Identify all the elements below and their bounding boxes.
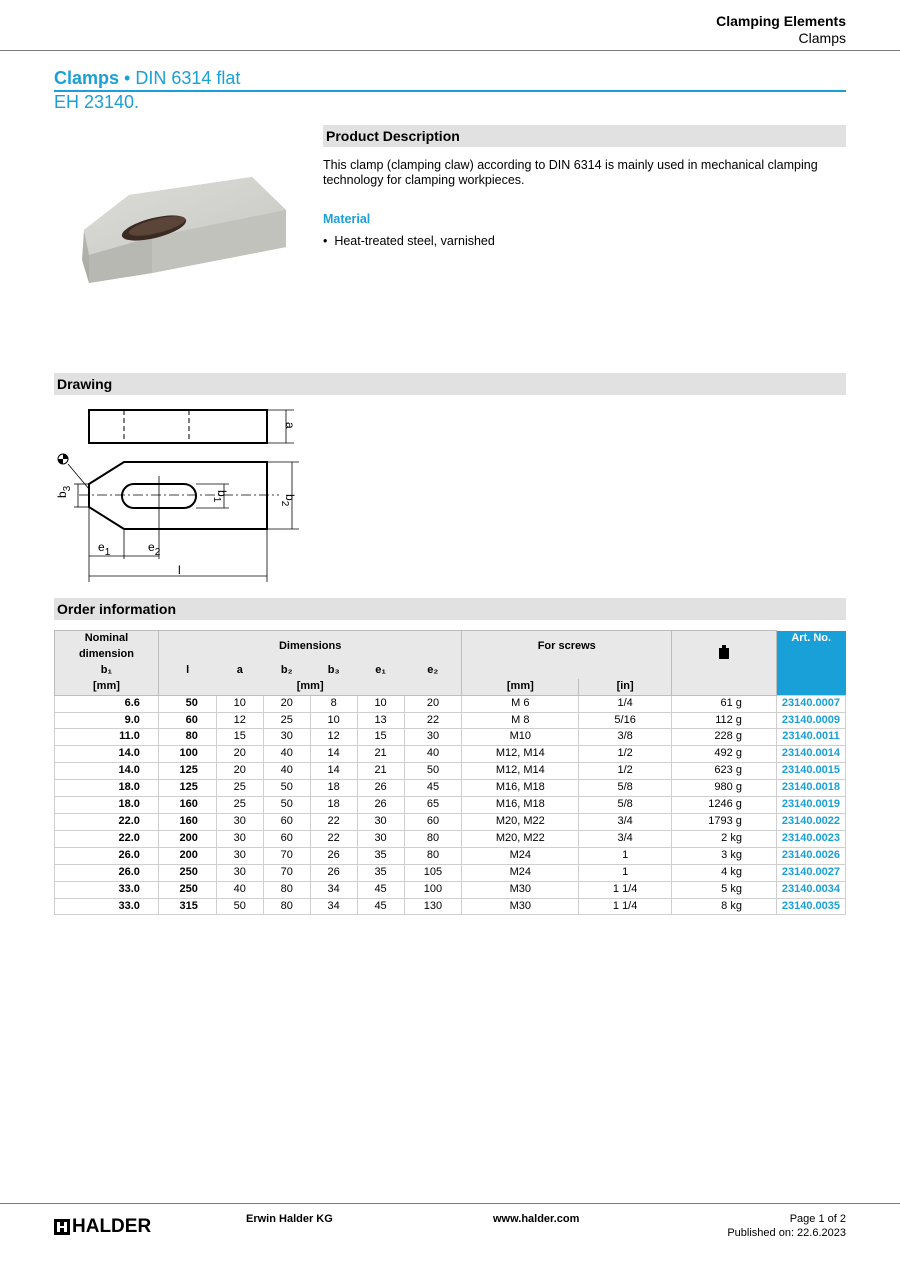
col-weight-header xyxy=(672,631,777,679)
col-dimensions-unit: [mm] xyxy=(158,679,462,695)
cell-e1: 21 xyxy=(357,763,404,780)
cell-nominal: 33.0 xyxy=(55,881,159,898)
cell-l: 160 xyxy=(158,797,216,814)
material-item-text: Heat-treated steel, varnished xyxy=(334,234,495,248)
col-art-header: Art. No. xyxy=(776,631,845,696)
table-row xyxy=(55,898,846,915)
technical-drawing xyxy=(54,404,304,584)
product-image xyxy=(74,165,294,295)
header-breadcrumb xyxy=(716,13,846,47)
cell-art-no[interactable]: 23140.0015 xyxy=(776,763,845,780)
cell-e1: 13 xyxy=(357,712,404,729)
cell-screw-in: 5/8 xyxy=(579,797,672,814)
dim-label-b1 xyxy=(211,490,229,503)
col-b3-header: b₃ xyxy=(310,663,357,679)
col-b2-header: b₂ xyxy=(263,663,310,679)
col-screws-header: For screws xyxy=(462,631,672,663)
dim-e1-sub: 1 xyxy=(104,547,111,558)
footer-page-number: Page 1 of 2 xyxy=(789,1213,846,1225)
cell-screw-mm: M16, M18 xyxy=(462,780,579,797)
cell-art-no[interactable]: 23140.0026 xyxy=(776,847,845,864)
cell-b2: 80 xyxy=(263,881,310,898)
cell-l: 100 xyxy=(158,746,216,763)
cell-b2: 70 xyxy=(263,864,310,881)
header-divider xyxy=(0,50,900,51)
cell-weight: 4 kg xyxy=(672,864,777,881)
dim-label-a: a xyxy=(283,422,297,429)
col-b1-header: b₁ xyxy=(55,663,159,679)
cell-screw-in: 1 1/4 xyxy=(579,881,672,898)
cell-e1: 15 xyxy=(357,729,404,746)
cell-b3: 22 xyxy=(310,813,357,830)
cell-screw-in: 1 xyxy=(579,864,672,881)
cell-art-no[interactable]: 23140.0023 xyxy=(776,830,845,847)
cell-e2: 80 xyxy=(404,847,462,864)
cell-b2: 60 xyxy=(263,830,310,847)
table-row xyxy=(55,712,846,729)
cell-b3: 26 xyxy=(310,864,357,881)
cell-weight: 1246 g xyxy=(672,797,777,814)
cell-b2: 40 xyxy=(263,763,310,780)
cell-e2: 130 xyxy=(404,898,462,915)
cell-a: 40 xyxy=(216,881,263,898)
cell-e1: 35 xyxy=(357,847,404,864)
cell-screw-in: 5/16 xyxy=(579,712,672,729)
col-screw-mm-unit: [mm] xyxy=(462,679,579,695)
table-row xyxy=(55,830,846,847)
cell-b3: 22 xyxy=(310,830,357,847)
dim-label-b2 xyxy=(279,494,297,507)
cell-b3: 12 xyxy=(310,729,357,746)
table-row xyxy=(55,797,846,814)
dim-e2-sub: 2 xyxy=(154,547,161,558)
table-row xyxy=(55,813,846,830)
cell-b3: 14 xyxy=(310,746,357,763)
cell-b3: 10 xyxy=(310,712,357,729)
cell-l: 200 xyxy=(158,830,216,847)
cell-screw-in: 1/2 xyxy=(579,746,672,763)
cell-nominal: 26.0 xyxy=(55,847,159,864)
col-a-header: a xyxy=(216,663,263,679)
cell-screw-in: 3/4 xyxy=(579,830,672,847)
cell-b2: 40 xyxy=(263,746,310,763)
col-e1-header: e₁ xyxy=(357,663,404,679)
cell-screw-in: 1 xyxy=(579,847,672,864)
cell-e2: 105 xyxy=(404,864,462,881)
header-category: Clamping Elements xyxy=(716,13,846,29)
cell-nominal: 14.0 xyxy=(55,763,159,780)
cell-l: 250 xyxy=(158,881,216,898)
col-screw-in-unit: [in] xyxy=(579,679,672,695)
table-row xyxy=(55,780,846,797)
cell-a: 30 xyxy=(216,847,263,864)
cell-art-no[interactable]: 23140.0007 xyxy=(776,695,845,712)
weight-icon xyxy=(718,645,730,659)
cell-l: 200 xyxy=(158,847,216,864)
table-row xyxy=(55,746,846,763)
cell-b2: 20 xyxy=(263,695,310,712)
cell-art-no[interactable]: 23140.0014 xyxy=(776,746,845,763)
cell-screw-mm: M24 xyxy=(462,864,579,881)
cell-l: 250 xyxy=(158,864,216,881)
cell-e2: 45 xyxy=(404,780,462,797)
cell-weight: 492 g xyxy=(672,746,777,763)
cell-art-no[interactable]: 23140.0035 xyxy=(776,898,845,915)
cell-l: 50 xyxy=(158,695,216,712)
title-rest: DIN 6314 flat xyxy=(135,68,241,88)
cell-l: 80 xyxy=(158,729,216,746)
dim-b1-letter: b xyxy=(215,490,229,497)
dim-label-e1 xyxy=(98,540,111,558)
cell-screw-mm: M 8 xyxy=(462,712,579,729)
cell-e1: 45 xyxy=(357,898,404,915)
col-l-header: l xyxy=(158,663,216,679)
cell-weight: 3 kg xyxy=(672,847,777,864)
cell-e2: 40 xyxy=(404,746,462,763)
cell-e1: 10 xyxy=(357,695,404,712)
cell-b2: 30 xyxy=(263,729,310,746)
cell-a: 25 xyxy=(216,780,263,797)
cell-b2: 50 xyxy=(263,780,310,797)
title-main: Clamps xyxy=(54,68,120,88)
halder-logo xyxy=(54,1216,151,1238)
cell-screw-mm: M20, M22 xyxy=(462,830,579,847)
cell-b3: 8 xyxy=(310,695,357,712)
halder-logo-text: HALDER xyxy=(72,1216,152,1237)
cell-b3: 18 xyxy=(310,797,357,814)
cell-weight: 5 kg xyxy=(672,881,777,898)
cell-a: 30 xyxy=(216,830,263,847)
table-row xyxy=(55,729,846,746)
cell-nominal: 11.0 xyxy=(55,729,159,746)
dim-b3-sub: 3 xyxy=(62,485,73,492)
order-table-body xyxy=(55,695,846,915)
dim-b2-letter: b xyxy=(283,494,297,501)
cell-b3: 34 xyxy=(310,881,357,898)
cell-e1: 21 xyxy=(357,746,404,763)
cell-nominal: 18.0 xyxy=(55,797,159,814)
cell-a: 10 xyxy=(216,695,263,712)
page-title xyxy=(54,67,240,89)
cell-nominal: 22.0 xyxy=(55,830,159,847)
cell-l: 125 xyxy=(158,780,216,797)
cell-b3: 14 xyxy=(310,763,357,780)
cell-a: 15 xyxy=(216,729,263,746)
cell-e2: 50 xyxy=(404,763,462,780)
cell-screw-in: 3/8 xyxy=(579,729,672,746)
cell-b2: 50 xyxy=(263,797,310,814)
cell-weight: 1793 g xyxy=(672,813,777,830)
cell-e2: 100 xyxy=(404,881,462,898)
cell-l: 125 xyxy=(158,763,216,780)
cell-weight: 228 g xyxy=(672,729,777,746)
footer-published: Published on: 22.6.2023 xyxy=(727,1227,846,1239)
cell-e1: 35 xyxy=(357,864,404,881)
col-nominal-unit: [mm] xyxy=(55,679,159,695)
dim-label-b3 xyxy=(55,485,73,498)
cell-e2: 60 xyxy=(404,813,462,830)
cell-a: 20 xyxy=(216,746,263,763)
dim-e2-letter: e xyxy=(148,540,155,554)
col-screws-spacer xyxy=(462,663,672,679)
footer-divider xyxy=(0,1203,900,1204)
footer-page-info xyxy=(727,1212,846,1240)
footer-company: Erwin Halder KG xyxy=(246,1213,333,1225)
cell-screw-mm: M30 xyxy=(462,898,579,915)
cell-screw-mm: M20, M22 xyxy=(462,813,579,830)
table-row xyxy=(55,864,846,881)
cell-a: 30 xyxy=(216,813,263,830)
cell-art-no[interactable]: 23140.0034 xyxy=(776,881,845,898)
table-row xyxy=(55,695,846,712)
cell-nominal: 9.0 xyxy=(55,712,159,729)
col-nominal-header: Nominal dimension xyxy=(55,631,159,663)
order-information-heading: Order information xyxy=(54,598,846,620)
cell-art-no[interactable]: 23140.0027 xyxy=(776,864,845,881)
cell-screw-mm: M24 xyxy=(462,847,579,864)
cell-l: 315 xyxy=(158,898,216,915)
cell-b2: 25 xyxy=(263,712,310,729)
cell-a: 50 xyxy=(216,898,263,915)
cell-e1: 30 xyxy=(357,813,404,830)
order-table xyxy=(54,630,846,915)
cell-weight: 61 g xyxy=(672,695,777,712)
cell-screw-in: 1 1/4 xyxy=(579,898,672,915)
cell-e1: 30 xyxy=(357,830,404,847)
title-separator: • xyxy=(124,68,131,88)
footer-website[interactable]: www.halder.com xyxy=(493,1213,580,1225)
cell-e1: 45 xyxy=(357,881,404,898)
cell-l: 60 xyxy=(158,712,216,729)
cell-screw-mm: M12, M14 xyxy=(462,746,579,763)
halder-logo-icon xyxy=(54,1219,70,1235)
cell-weight: 112 g xyxy=(672,712,777,729)
cell-screw-mm: M12, M14 xyxy=(462,763,579,780)
cell-weight: 980 g xyxy=(672,780,777,797)
table-row xyxy=(55,847,846,864)
dim-e1-letter: e xyxy=(98,540,105,554)
cell-b2: 60 xyxy=(263,813,310,830)
cell-b3: 34 xyxy=(310,898,357,915)
cell-nominal: 6.6 xyxy=(55,695,159,712)
cell-nominal: 14.0 xyxy=(55,746,159,763)
cell-nominal: 22.0 xyxy=(55,813,159,830)
cell-a: 30 xyxy=(216,864,263,881)
cell-art-no[interactable]: 23140.0011 xyxy=(776,729,845,746)
cell-art-no[interactable]: 23140.0018 xyxy=(776,780,845,797)
cell-screw-in: 1/4 xyxy=(579,695,672,712)
cell-screw-mm: M16, M18 xyxy=(462,797,579,814)
cell-a: 20 xyxy=(216,763,263,780)
cell-art-no[interactable]: 23140.0019 xyxy=(776,797,845,814)
col-weight-unit xyxy=(672,679,777,695)
cell-b2: 80 xyxy=(263,898,310,915)
header-subcategory: Clamps xyxy=(798,30,846,46)
cell-screw-mm: M30 xyxy=(462,881,579,898)
cell-e2: 22 xyxy=(404,712,462,729)
cell-e1: 26 xyxy=(357,780,404,797)
product-description-text: This clamp (clamping claw) according to DIN 6314 is mainly used in mechanical clamping technology for clamping workpieces. xyxy=(323,158,818,187)
dim-b1-sub: 1 xyxy=(211,496,222,503)
cell-b3: 26 xyxy=(310,847,357,864)
material-item: • Heat-treated steel, varnished xyxy=(323,234,495,248)
dim-b2-sub: 2 xyxy=(279,500,290,507)
table-row xyxy=(55,763,846,780)
cell-weight: 623 g xyxy=(672,763,777,780)
product-description-heading: Product Description xyxy=(323,125,846,147)
material-heading: Material xyxy=(323,212,371,226)
cell-e1: 26 xyxy=(357,797,404,814)
cell-l: 160 xyxy=(158,813,216,830)
col-dimensions-header: Dimensions xyxy=(158,631,462,663)
cell-nominal: 26.0 xyxy=(55,864,159,881)
cell-screw-mm: M10 xyxy=(462,729,579,746)
cell-weight: 2 kg xyxy=(672,830,777,847)
cell-b3: 18 xyxy=(310,780,357,797)
cell-e2: 30 xyxy=(404,729,462,746)
cell-art-no[interactable]: 23140.0009 xyxy=(776,712,845,729)
drawing-heading: Drawing xyxy=(54,373,846,395)
cell-a: 12 xyxy=(216,712,263,729)
cell-weight: 8 kg xyxy=(672,898,777,915)
cell-nominal: 18.0 xyxy=(55,780,159,797)
cell-e2: 65 xyxy=(404,797,462,814)
dim-b3-letter: b xyxy=(55,491,69,498)
cell-art-no[interactable]: 23140.0022 xyxy=(776,813,845,830)
cell-nominal: 33.0 xyxy=(55,898,159,915)
cell-screw-in: 1/2 xyxy=(579,763,672,780)
cell-screw-in: 3/4 xyxy=(579,813,672,830)
cell-screw-mm: M 6 xyxy=(462,695,579,712)
product-code: EH 23140. xyxy=(54,92,140,112)
cell-screw-in: 5/8 xyxy=(579,780,672,797)
title-underline xyxy=(54,90,846,92)
cell-a: 25 xyxy=(216,797,263,814)
cell-b2: 70 xyxy=(263,847,310,864)
table-row xyxy=(55,881,846,898)
col-e2-header: e₂ xyxy=(404,663,462,679)
dim-label-l: l xyxy=(178,563,181,577)
cell-e2: 20 xyxy=(404,695,462,712)
cell-e2: 80 xyxy=(404,830,462,847)
